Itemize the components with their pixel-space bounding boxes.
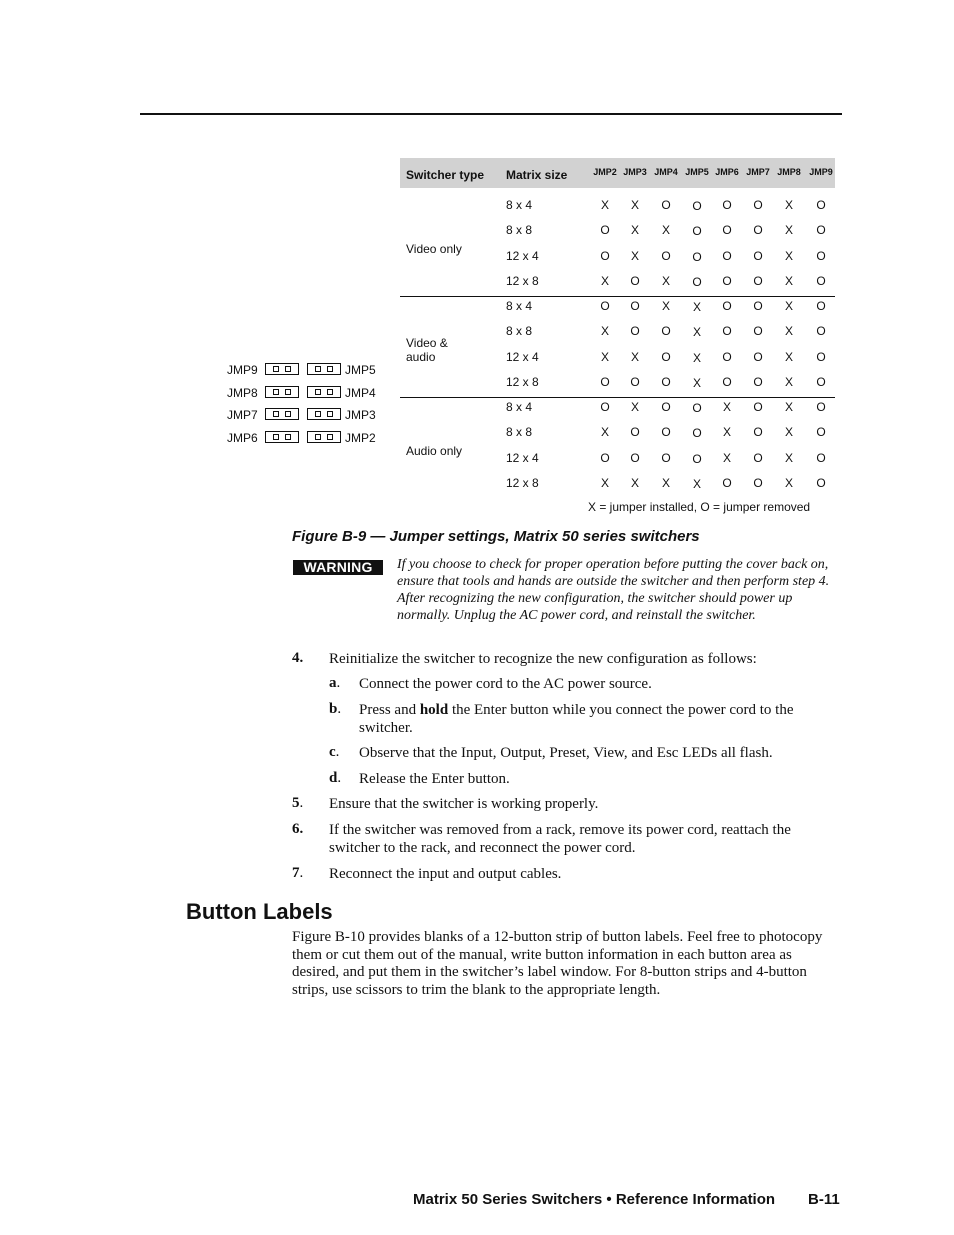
substep-text: Observe that the Input, Output, Preset, View, and Esc LEDs all flash. <box>359 745 773 761</box>
step-text: Reinitialize the switcher to recognize the new configuration as follows: <box>329 651 757 667</box>
substep-text-part: Press and <box>359 702 420 718</box>
jumper-setting-cell: X <box>661 475 671 490</box>
page-number: B-11 <box>808 1191 840 1208</box>
jumper-setting-cell: O <box>630 374 640 389</box>
jumper-header-block <box>265 386 299 398</box>
jumper-setting-cell: X <box>692 350 702 365</box>
jumper-setting-cell: O <box>661 450 671 465</box>
jumper-setting-cell: O <box>816 273 826 288</box>
jumper-setting-cell: X <box>630 223 640 238</box>
jumper-setting-cell: X <box>784 400 794 414</box>
jumper-setting-cell: O <box>692 249 702 264</box>
matrix-size-label: 12 x 4 <box>506 248 539 263</box>
jumper-setting-cell: O <box>722 223 732 238</box>
header-jumper-jmp4: JMP4 <box>654 167 678 177</box>
jumper-setting-cell: O <box>600 299 610 313</box>
jumper-setting-cell: X <box>692 476 702 491</box>
jumper-setting-cell: O <box>816 425 826 440</box>
jumper-row <box>226 430 386 446</box>
jumper-setting-cell: O <box>630 324 640 339</box>
header-jumper-jmp6: JMP6 <box>715 167 739 177</box>
step-text: Reconnect the input and output cables. <box>329 866 562 882</box>
jumper-setting-cell: O <box>692 401 702 415</box>
header-switcher-type: Switcher type <box>406 168 485 182</box>
jumper-setting-cell: O <box>661 400 671 414</box>
jumper-setting-cell: O <box>816 223 826 238</box>
jumper-setting-cell: X <box>784 273 794 288</box>
matrix-size-label: 8 x 4 <box>506 198 533 212</box>
jumper-setting-cell: O <box>722 475 732 490</box>
jumper-setting-cell: X <box>784 475 794 490</box>
jumper-setting-cell: X <box>630 248 640 263</box>
jumper-setting-cell: X <box>722 400 732 414</box>
jumper-setting-cell: X <box>630 349 640 364</box>
jumper-setting-cell: O <box>722 248 732 263</box>
jumper-header-block <box>265 431 299 443</box>
jumper-setting-cell: O <box>630 299 640 313</box>
switcher-type-label: Video & audio <box>406 335 448 364</box>
jumper-setting-cell: O <box>722 299 732 313</box>
jumper-setting-cell: O <box>753 400 763 414</box>
jumper-setting-cell: O <box>661 248 671 263</box>
jumper-setting-cell: O <box>722 198 732 212</box>
jumper-setting-cell: X <box>692 300 702 314</box>
jumper-setting-cell: X <box>784 324 794 339</box>
jumper-setting-cell: O <box>753 198 763 212</box>
jumper-setting-cell: O <box>600 400 610 414</box>
jumper-setting-cell: O <box>753 475 763 490</box>
header-jumper-jmp3: JMP3 <box>623 167 647 177</box>
jumper-setting-cell: O <box>600 223 610 238</box>
switcher-type-label: Audio only <box>406 443 463 458</box>
jumper-setting-cell: O <box>753 299 763 313</box>
jumper-setting-cell: O <box>722 324 732 339</box>
jumper-setting-cell: X <box>692 375 702 390</box>
substep-letter-value: d <box>329 770 338 786</box>
substep-text <box>359 701 841 737</box>
jumper-setting-cell: O <box>661 324 671 339</box>
substep-letter-value: c <box>329 744 336 760</box>
jumper-setting-cell: O <box>753 450 763 465</box>
jumper-setting-cell: X <box>784 349 794 364</box>
jumper-setting-cell: X <box>692 325 702 340</box>
header-jumper-jmp8: JMP8 <box>777 167 801 177</box>
jumper-label: JMP3 <box>345 408 376 422</box>
jumper-setting-cell: O <box>692 274 702 289</box>
jumper-setting-cell: O <box>722 374 732 389</box>
jumper-setting-cell: O <box>816 475 826 490</box>
jumper-header-block <box>307 386 341 398</box>
group-divider <box>400 296 835 297</box>
jumper-setting-cell: O <box>692 451 702 466</box>
jumper-setting-cell: O <box>753 349 763 364</box>
jumper-setting-cell: O <box>816 349 826 364</box>
header-jumper-jmp2: JMP2 <box>593 167 617 177</box>
jumper-setting-cell: X <box>784 425 794 440</box>
jumper-row <box>226 362 386 378</box>
jumper-header-block <box>307 408 341 420</box>
section-heading: Button Labels <box>186 899 333 924</box>
figure-caption: Figure B-9 — Jumper settings, Matrix 50 series switchers <box>292 528 700 545</box>
step-number-value: 7 <box>292 865 300 881</box>
jumper-setting-cell: O <box>816 374 826 389</box>
step-number: 6. <box>292 821 304 837</box>
jumper-setting-cell: O <box>816 400 826 414</box>
section-body: Figure B-10 provides blanks of a 12-button strip of button labels. Feel free to photocopy them or cut them out of the manual, write button information in each button area as desired, and put them in the switcher’s label window. For 8-button strips and 4-button strips, use scissors to trim the blank to the appropriate length. <box>292 929 823 998</box>
substep-letter-value: a <box>329 675 337 691</box>
jumper-label: JMP8 <box>227 386 258 400</box>
substep-text: Release the Enter button. <box>359 771 510 787</box>
matrix-size-label: 12 x 8 <box>506 374 539 389</box>
matrix-size-label: 12 x 4 <box>506 349 539 364</box>
jumper-setting-cell: O <box>661 198 671 212</box>
jumper-setting-cell: X <box>722 425 732 440</box>
step-number: 7. <box>292 865 304 881</box>
jumper-setting-cell: O <box>753 223 763 238</box>
jumper-setting-cell: O <box>600 374 610 389</box>
step-number: 5. <box>292 795 304 811</box>
jumper-label: JMP4 <box>345 386 376 400</box>
jumper-setting-cell: X <box>661 223 671 238</box>
jumper-setting-cell: O <box>722 273 732 288</box>
jumper-setting-cell: X <box>722 450 732 465</box>
substep-letter: b. <box>329 701 342 717</box>
matrix-size-label: 8 x 4 <box>506 299 533 313</box>
header-matrix-size: Matrix size <box>506 168 568 182</box>
group-divider <box>400 397 835 398</box>
matrix-size-label: 12 x 8 <box>506 475 539 490</box>
jumper-setting-cell: O <box>692 426 702 441</box>
jumper-setting-cell: X <box>600 425 610 440</box>
jumper-header-block <box>307 431 341 443</box>
step-text: Ensure that the switcher is working properly. <box>329 796 599 812</box>
matrix-size-label: 8 x 8 <box>506 425 533 440</box>
matrix-size-label: 12 x 8 <box>506 273 539 288</box>
matrix-size-label: 8 x 8 <box>506 223 533 238</box>
substep-letter: a. <box>329 675 341 691</box>
jumper-setting-cell: O <box>816 248 826 263</box>
jumper-setting-cell: X <box>630 475 640 490</box>
jumper-row <box>226 407 386 423</box>
jumper-setting-cell: O <box>661 349 671 364</box>
jumper-header-block <box>265 363 299 375</box>
jumper-setting-cell: O <box>630 425 640 440</box>
table-legend: X = jumper installed, O = jumper removed <box>588 500 811 514</box>
switcher-type-label: Video only <box>406 241 462 256</box>
warning-badge: WARNING <box>293 560 383 575</box>
jumper-header-block <box>265 408 299 420</box>
jumper-setting-cell: O <box>661 425 671 440</box>
substep-letter: d. <box>329 770 342 786</box>
step-number: 4. <box>292 650 304 666</box>
jumper-setting-cell: O <box>753 273 763 288</box>
jumper-setting-cell: O <box>722 349 732 364</box>
jumper-setting-cell: X <box>600 198 610 212</box>
jumper-setting-cell: X <box>600 475 610 490</box>
substep-text-bold: hold <box>419 702 449 718</box>
jumper-label: JMP5 <box>345 363 376 377</box>
jumper-setting-cell: X <box>784 450 794 465</box>
jumper-label: JMP9 <box>227 363 258 377</box>
header-rule <box>140 113 842 115</box>
jumper-setting-cell: O <box>600 450 610 465</box>
jumper-setting-cell: O <box>753 425 763 440</box>
substep-text: Connect the power cord to the AC power source. <box>359 676 652 692</box>
jumper-setting-cell: O <box>816 450 826 465</box>
jumper-setting-cell: O <box>692 224 702 239</box>
jumper-row <box>226 385 386 401</box>
jumper-setting-cell: O <box>816 299 826 313</box>
jumper-setting-cell: O <box>692 199 702 213</box>
jumper-setting-cell: O <box>661 374 671 389</box>
warning-text: If you choose to check for proper operation before putting the cover back on, ensure that tools and hands are outside the switcher and then perform step 4. After recognizing the new configuration, the switcher should power up normally. Unplug the AC power cord, and reinstall the switcher. <box>397 557 830 623</box>
matrix-size-label: 8 x 4 <box>506 400 533 414</box>
jumper-setting-cell: O <box>753 248 763 263</box>
jumper-setting-cell: O <box>600 248 610 263</box>
jumper-location-diagram <box>226 362 386 452</box>
jumper-setting-cell: X <box>784 374 794 389</box>
step-text: If the switcher was removed from a rack, remove its power cord, reattach the switcher to the rack, and reconnect the power cord. <box>329 822 791 856</box>
jumper-setting-cell: O <box>630 273 640 288</box>
jumper-setting-cell: X <box>661 299 671 313</box>
jumper-label: JMP6 <box>227 431 258 445</box>
substep-letter: c. <box>329 744 340 760</box>
jumper-setting-cell: O <box>630 450 640 465</box>
header-jumper-jmp5: JMP5 <box>685 167 709 177</box>
jumper-setting-cell: X <box>784 248 794 263</box>
substep-letter-value: b <box>329 701 338 717</box>
jumper-setting-cell: O <box>816 324 826 339</box>
jumper-setting-cell: X <box>630 198 640 212</box>
jumper-setting-cell: X <box>600 273 610 288</box>
matrix-size-label: 8 x 8 <box>506 324 533 339</box>
jumper-setting-cell: X <box>784 198 794 212</box>
jumper-setting-cell: X <box>661 273 671 288</box>
header-jumper-jmp7: JMP7 <box>746 167 770 177</box>
jumper-label: JMP7 <box>227 408 258 422</box>
jumper-setting-cell: O <box>753 374 763 389</box>
jumper-setting-cell: X <box>630 400 640 414</box>
substep-text-part: the Enter button while you connect the power cord to the switcher. <box>359 702 794 736</box>
jumper-setting-cell: X <box>600 324 610 339</box>
jumper-setting-cell: O <box>816 198 826 212</box>
step-number-value: 5 <box>292 795 300 811</box>
jumper-setting-cell: X <box>784 299 794 313</box>
header-jumper-jmp9: JMP9 <box>809 167 833 177</box>
jumper-setting-cell: X <box>784 223 794 238</box>
table-header <box>400 158 835 188</box>
footer-title: Matrix 50 Series Switchers • Reference Information <box>413 1191 776 1208</box>
matrix-size-label: 12 x 4 <box>506 450 539 465</box>
jumper-header-block <box>307 363 341 375</box>
jumper-label: JMP2 <box>345 431 376 445</box>
jumper-setting-cell: X <box>600 349 610 364</box>
jumper-setting-cell: O <box>753 324 763 339</box>
